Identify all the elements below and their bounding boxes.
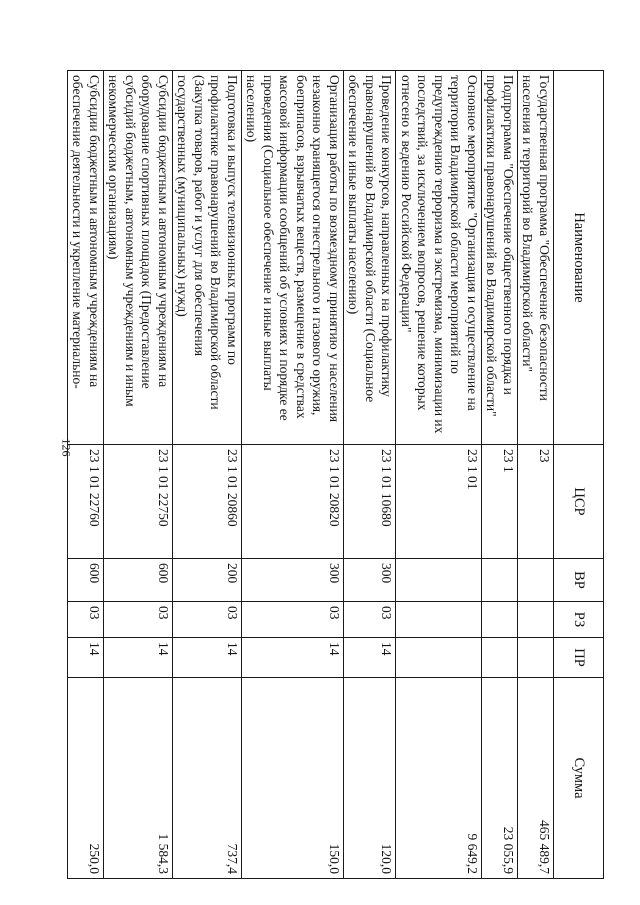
cell-name: Проведение конкурсов, направленных на профилактику правонарушений во Владимирской области (Социальное обеспечение и иные выплаты населению)	[344, 71, 397, 445]
cell-pr	[396, 638, 482, 678]
cell-rz	[482, 602, 518, 638]
budget-table	[67, 70, 604, 879]
cell-pr: 14	[68, 638, 104, 678]
cell-rz: 03	[68, 602, 104, 638]
cell-pr: 14	[242, 638, 344, 678]
header-name: Наименование	[554, 71, 604, 445]
cell-rz: 03	[344, 602, 397, 638]
cell-rz	[396, 602, 482, 638]
cell-sum: 9 649,2	[396, 678, 482, 879]
cell-csr: 23 1 01 22750	[104, 445, 173, 559]
cell-rz: 03	[104, 602, 173, 638]
table-row	[344, 71, 397, 879]
header-sum: Сумма	[554, 678, 604, 879]
cell-name: Основное мероприятие "Организация и осуществление на территории Владимирской области мероприятий по предупреждению терроризма и экстремизма, минимизации их последствий, за исключением вопросов, решение которых отнесено к ведению Российской Федерации"	[396, 71, 482, 445]
table-row	[104, 71, 173, 879]
cell-pr: 14	[104, 638, 173, 678]
cell-rz: 03	[173, 602, 242, 638]
cell-vr	[396, 559, 482, 602]
cell-pr: 14	[173, 638, 242, 678]
table-row	[173, 71, 242, 879]
header-csr: ЦСР	[554, 445, 604, 559]
table-row	[482, 71, 518, 879]
cell-vr: 600	[68, 559, 104, 602]
cell-sum: 1 584,3	[104, 678, 173, 879]
cell-csr: 23 1 01 20860	[173, 445, 242, 559]
cell-csr: 23 1 01	[396, 445, 482, 559]
page-number: 126	[59, 438, 74, 457]
cell-sum: 250,0	[68, 678, 104, 879]
cell-vr	[518, 559, 554, 602]
cell-sum: 737,4	[173, 678, 242, 879]
cell-csr: 23	[518, 445, 554, 559]
cell-sum: 120,0	[344, 678, 397, 879]
cell-vr	[482, 559, 518, 602]
cell-vr: 600	[104, 559, 173, 602]
table-row	[518, 71, 554, 879]
cell-name: Подготовка и выпуск телевизионных программ по профилактике правонарушений во Владимирской области (Закупка товаров, работ и услуг для обеспечения государственных (муниципальных) нужд)	[173, 71, 242, 445]
cell-sum: 150,0	[242, 678, 344, 879]
cell-name: Подпрограмма "Обеспечение общественного порядка и профилактики правонарушений во Владимирской области"	[482, 71, 518, 445]
cell-pr: 14	[344, 638, 397, 678]
cell-vr: 300	[242, 559, 344, 602]
cell-sum: 465 489,7	[518, 678, 554, 879]
cell-name: Субсидии бюджетным и автономным учреждениям на обеспечение деятельности и укрепление материально-	[68, 71, 104, 445]
cell-rz	[518, 602, 554, 638]
cell-name: Организация работы по возмездному принятию у населения незаконно хранящегося огнестрельного и газового оружия, боеприпасов, взрывчатых веществ, размещение в средствах массовой информации сообщений об условиях и порядке ее проведения (Социальное обеспечение и иные выплаты населению)	[242, 71, 344, 445]
header-rz: РЗ	[554, 602, 604, 638]
cell-name: Государственная программа "Обеспечение безопасности населения и территорий во Владимирской области"	[518, 71, 554, 445]
table-row	[68, 71, 104, 879]
cell-pr	[482, 638, 518, 678]
header-pr: ПР	[554, 638, 604, 678]
cell-csr: 23 1 01 10680	[344, 445, 397, 559]
rotated-page-content	[70, 70, 604, 878]
cell-sum: 23 055,9	[482, 678, 518, 879]
cell-csr: 23 1 01 22760	[68, 445, 104, 559]
cell-name: Субсидии бюджетным и автономным учреждениям на оборудование спортивных площадок (Предоставление субсидий бюджетным, автономным учреждениям и иным некоммерческим организациям)	[104, 71, 173, 445]
cell-vr: 300	[344, 559, 397, 602]
cell-csr: 23 1 01 20820	[242, 445, 344, 559]
cell-csr: 23 1	[482, 445, 518, 559]
table-row	[396, 71, 482, 879]
header-vr: ВР	[554, 559, 604, 602]
table-row	[242, 71, 344, 879]
table-header-row	[554, 71, 604, 879]
cell-pr	[518, 638, 554, 678]
cell-vr: 200	[173, 559, 242, 602]
cell-rz: 03	[242, 602, 344, 638]
